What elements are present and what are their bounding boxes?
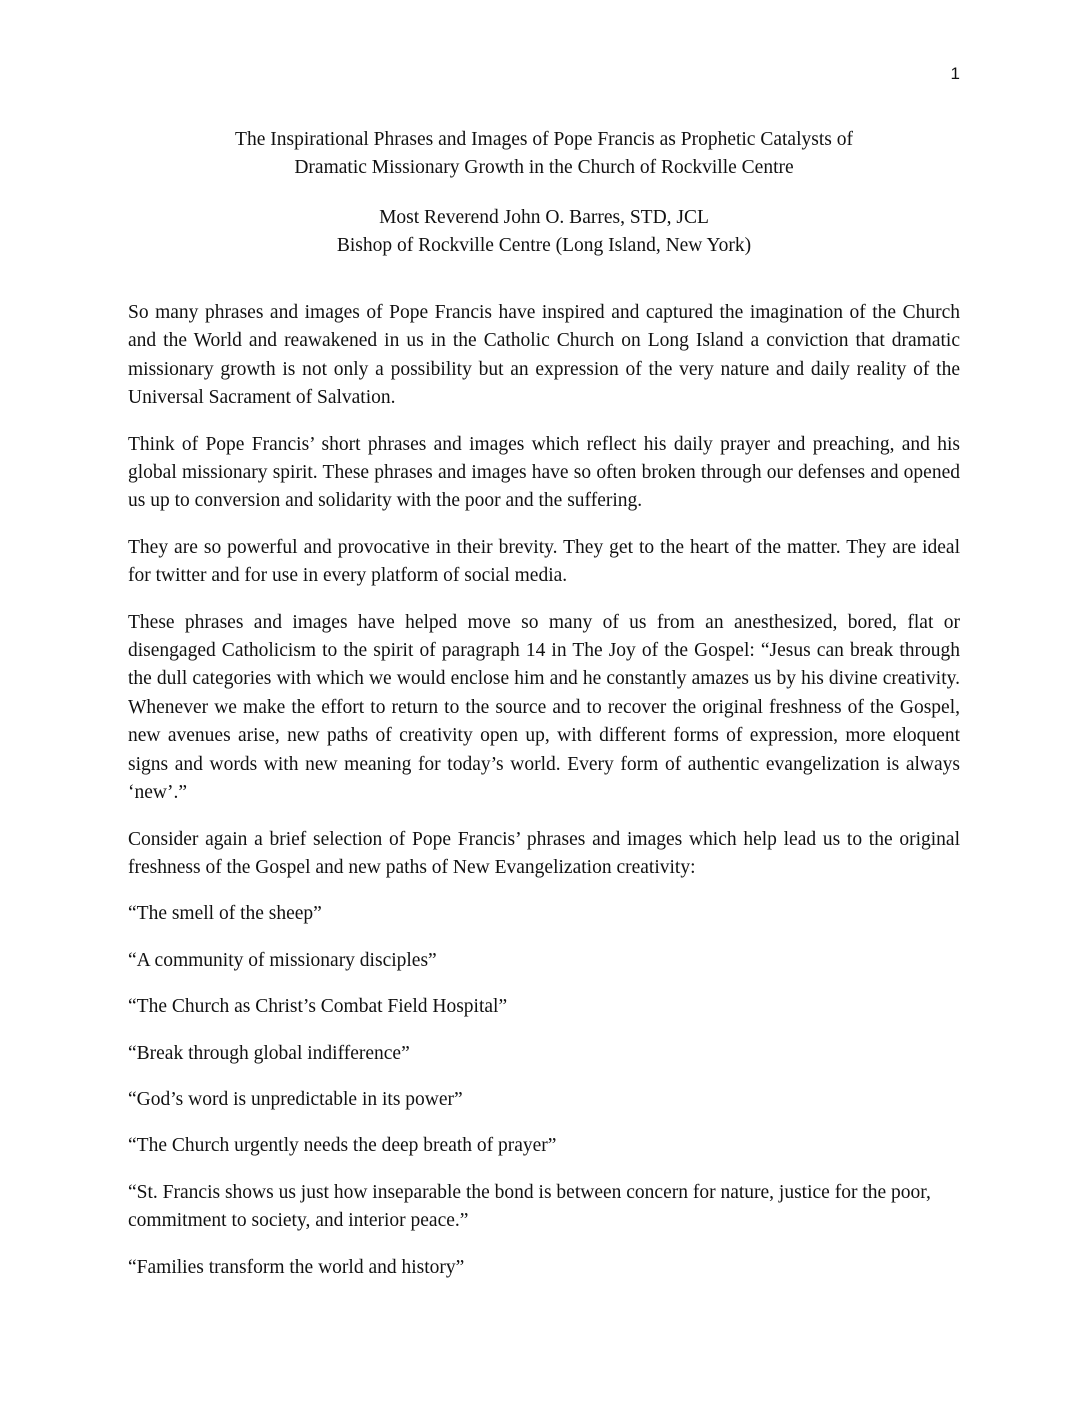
phrase-item: “The smell of the sheep” xyxy=(128,903,322,925)
author-block xyxy=(128,204,960,260)
phrase-item: “A community of missionary disciples” xyxy=(128,949,437,971)
phrase-item: “The Church as Christ’s Combat Field Hospital” xyxy=(128,996,508,1018)
phrase-item: “God’s word is unpredictable in its power” xyxy=(128,1088,463,1110)
phrase-item: “Break through global indifference” xyxy=(128,1042,410,1064)
page-number: 1 xyxy=(950,64,960,83)
title-line-1: The Inspirational Phrases and Images of Pope Francis as Prophetic Catalysts of xyxy=(235,129,853,150)
phrase-item: “The Church urgently needs the deep breath of prayer” xyxy=(128,1135,557,1157)
paragraph-intro: So many phrases and images of Pope Francis have inspired and captured the imagination of the Church and the World and reawakened in us in the Catholic Church on Long Island a conviction that dramatic missionary growth is not only a possibility but an expression of the very nature and daily reality of the Universal Sacrament of Salvation. xyxy=(128,302,960,409)
document-title xyxy=(128,126,960,182)
author-position: Bishop of Rockville Centre (Long Island, New York) xyxy=(336,235,752,256)
author-name: Most Reverend John O. Barres, STD, JCL xyxy=(379,207,709,228)
paragraph-joy-of-gospel: These phrases and images have helped move so many of us from an anesthesized, bored, flat or disengaged Catholicism to the spirit of paragraph 14 in The Joy of the Gospel: “Jesus can break through the dull categories with which we would enclose him and he constantly amazes us by his divine creativity. Whenever we make the effort to return to the source and to recover the original freshness of the Gospel, new avenues arise, new paths of creativity open up, with different forms of expression, more eloquent signs and words with new meaning for today’s world. Every form of authentic evangelization is always ‘new’.” xyxy=(128,611,960,804)
phrase-item: “St. Francis shows us just how inseparable the bond is between concern for nature, justice for the poor, commitment to society, and interior peace.” xyxy=(128,1181,931,1232)
paragraph-selection: Consider again a brief selection of Pope Francis’ phrases and images which help lead us to the original freshness of the Gospel and new paths of New Evangelization creativity: xyxy=(128,828,960,878)
document-body xyxy=(128,299,960,1300)
phrase-item: “Families transform the world and history” xyxy=(128,1256,465,1278)
paragraph-short-phrases: Think of Pope Francis’ short phrases and images which reflect his daily prayer and preaching, and his global missionary spirit. These phrases and images have so often broken through our defenses and opened us up to conversion and solidarity with the poor and the suffering. xyxy=(128,433,960,512)
title-line-2: Dramatic Missionary Growth in the Church of Rockville Centre xyxy=(294,157,794,178)
paragraph-brevity: They are so powerful and provocative in their brevity. They get to the heart of the matter. They are ideal for twitter and for use in every platform of social media. xyxy=(128,536,960,587)
